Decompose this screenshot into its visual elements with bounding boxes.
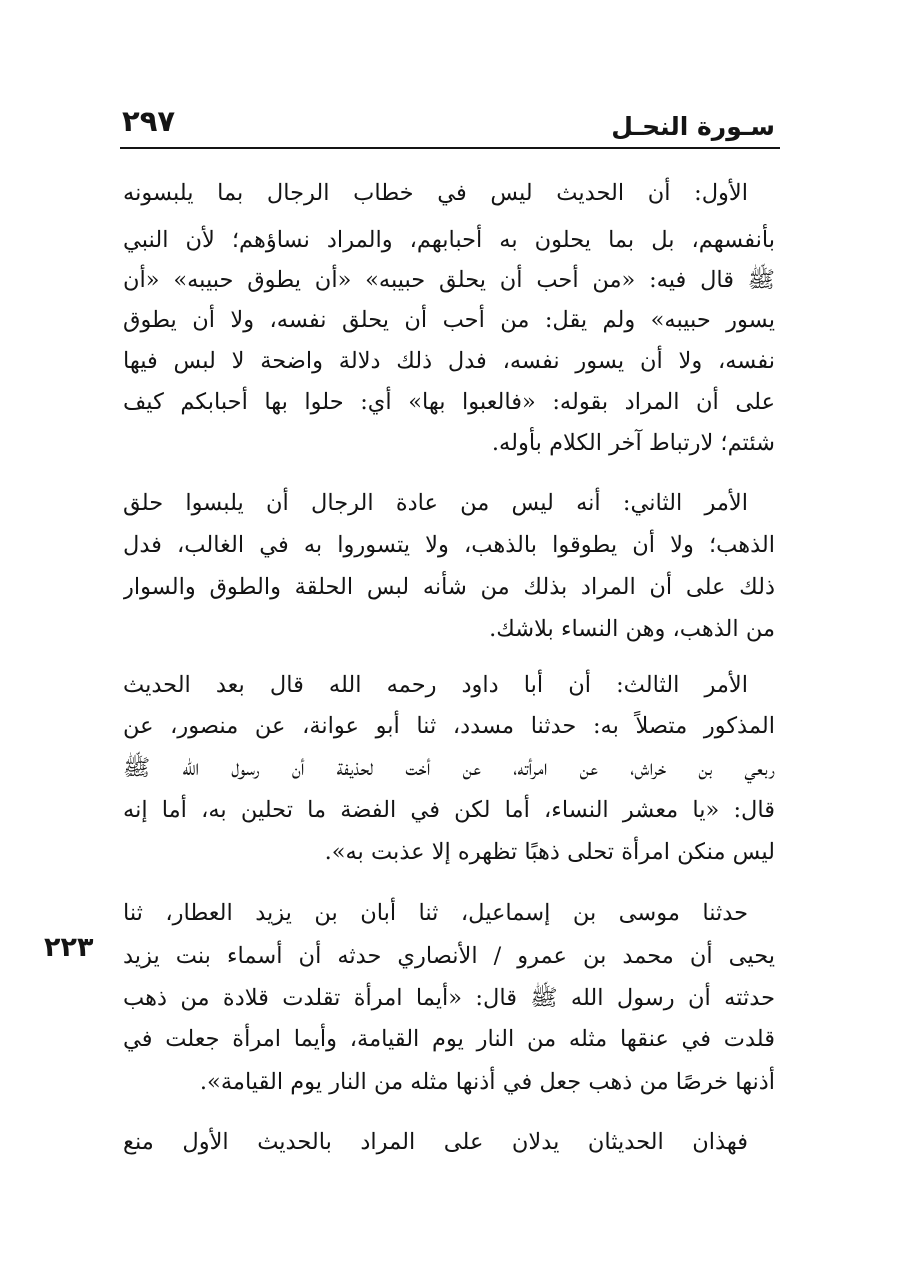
text-line: الذهب؛ ولا أن يطوقوا بالذهب، ولا يتسوروا به في الغالب، فدل (123, 532, 775, 558)
text-line: بأنفسهم، بل بما يحلون به أحبابهم، والمراد نساؤهم؛ لأن النبي (123, 227, 775, 253)
text-line: يسور حبيبه» ولم يقل: من أحب أن يحلق نفسه، ولا أن يطوق (123, 307, 775, 333)
text-line: على أن المراد بقوله: «فالعبوا بها» أي: حلوا بها أحبابكم كيف (123, 389, 775, 415)
text-line: الأمر الثاني: أنه ليس من عادة الرجال أن يلبسوا حلق (123, 490, 748, 516)
page-number: ٢٩٧ (122, 104, 176, 138)
text-line: الأمر الثالث: أن أبا داود رحمه الله قال بعد الحديث (123, 672, 748, 698)
text-line: نفسه، ولا أن يسور نفسه، فدل ذلك دلالة واضحة لا لبس فيها (123, 348, 775, 374)
running-header-title: سـورة النحـل (611, 112, 775, 141)
text-line: قلدت في عنقها مثله من النار يوم القيامة، وأيما امرأة جعلت في (123, 1026, 775, 1052)
text-line: أذنها خرصًا من ذهب جعل في أذنها مثله من النار يوم القيامة». (199, 1069, 775, 1095)
text-line: ليس منكن امرأة تحلى ذهبًا تظهره إلا عذبت به». (324, 839, 775, 865)
text-line: المذكور متصلاً به: حدثنا مسدد، ثنا أبو عوانة، عن منصور، عن (123, 713, 775, 739)
text-line: ذلك على أن المراد بذلك من شأنه لبس الحلقة والطوق والسوار (123, 574, 775, 600)
text-line: فهذان الحديثان يدلان على المراد بالحديث الأول منع (123, 1129, 748, 1155)
text-line: قال: «يا معشر النساء، أما لكن في الفضة ما تحلين به، أما إنه (123, 797, 775, 823)
text-line: شئتم؛ لارتباط آخر الكلام بأوله. (491, 430, 775, 456)
text-line: حدثته أن رسول الله ﷺ قال: «أيما امرأة تقلدت قلادة من ذهب (123, 985, 775, 1011)
margin-page-reference: ٢٢٣ (44, 932, 94, 963)
text-line: حدثنا موسى بن إسماعيل، ثنا أبان بن يزيد العطار، ثنا (123, 900, 748, 926)
header-divider (120, 147, 780, 149)
text-line: من الذهب، وهن النساء بلاشك. (489, 616, 775, 642)
text-line: الأول: أن الحديث ليس في خطاب الرجال بما يلبسونه (123, 180, 748, 206)
text-line: ربعي بن خراش، عن امرأته، عن أخت لحذيفة أن رسول الله ﷺ (123, 755, 775, 781)
text-line: ﷺ قال فيه: «من أحب أن يحلق حبيبه» «أن يطوق حبيبه» «أن (123, 267, 775, 293)
text-line: يحيى أن محمد بن عمرو / الأنصاري حدثه أن أسماء بنت يزيد (123, 943, 775, 969)
